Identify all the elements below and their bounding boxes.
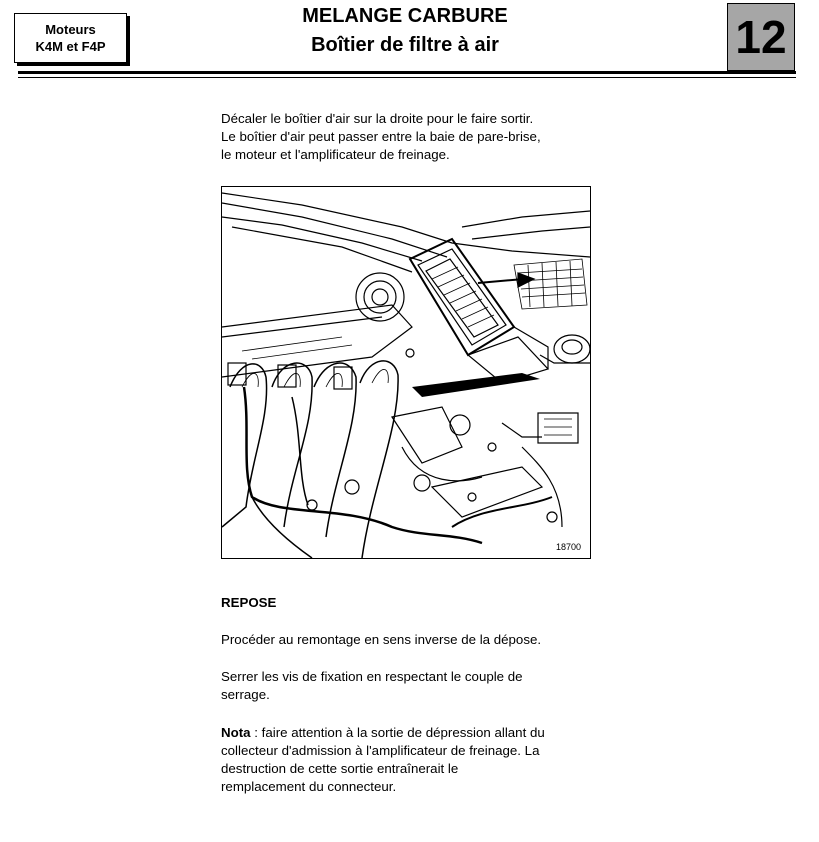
engine-label-box [14,13,127,63]
header-rule-thin [18,77,796,78]
section-heading-repose: REPOSE [221,595,277,610]
engine-drawing [222,187,590,558]
intro-paragraph [221,110,601,164]
step-line: Procéder au remontage en sens inverse de la dépose. [221,632,542,647]
note-paragraph [221,724,601,796]
note-label: Nota [221,725,251,740]
chapter-number-badge: 12 [727,3,795,71]
intro-line: le moteur et l'amplificateur de freinage. [221,147,450,162]
note-text: : faire attention à la sortie de dépression allant du [250,725,545,740]
page-title: MELANGE CARBURE [302,5,508,27]
note-line: remplacement du connecteur. [221,779,397,794]
step-paragraph [221,631,601,649]
intro-line: Décaler le boîtier d'air sur la droite pour le faire sortir. [221,111,534,126]
engine-illustration [221,186,591,559]
page-subtitle: Boîtier de filtre à air [311,34,499,56]
note-line: collecteur d'admission à l'amplificateur de freinage. La [221,743,540,758]
intro-line: Le boîtier d'air peut passer entre la baie de pare-brise, [221,129,541,144]
torque-line: serrage. [221,687,270,702]
note-line: destruction de cette sortie entraînerait le [221,761,459,776]
torque-paragraph [221,668,601,704]
note-line [221,724,601,742]
engine-label-line2: K4M et F4P [35,39,106,54]
figure-reference-number: 18700 [556,542,582,552]
header-rule-thick [18,71,796,74]
torque-line: Serrer les vis de fixation en respectant le couple de [221,669,523,684]
engine-label-line1: Moteurs [45,22,96,37]
